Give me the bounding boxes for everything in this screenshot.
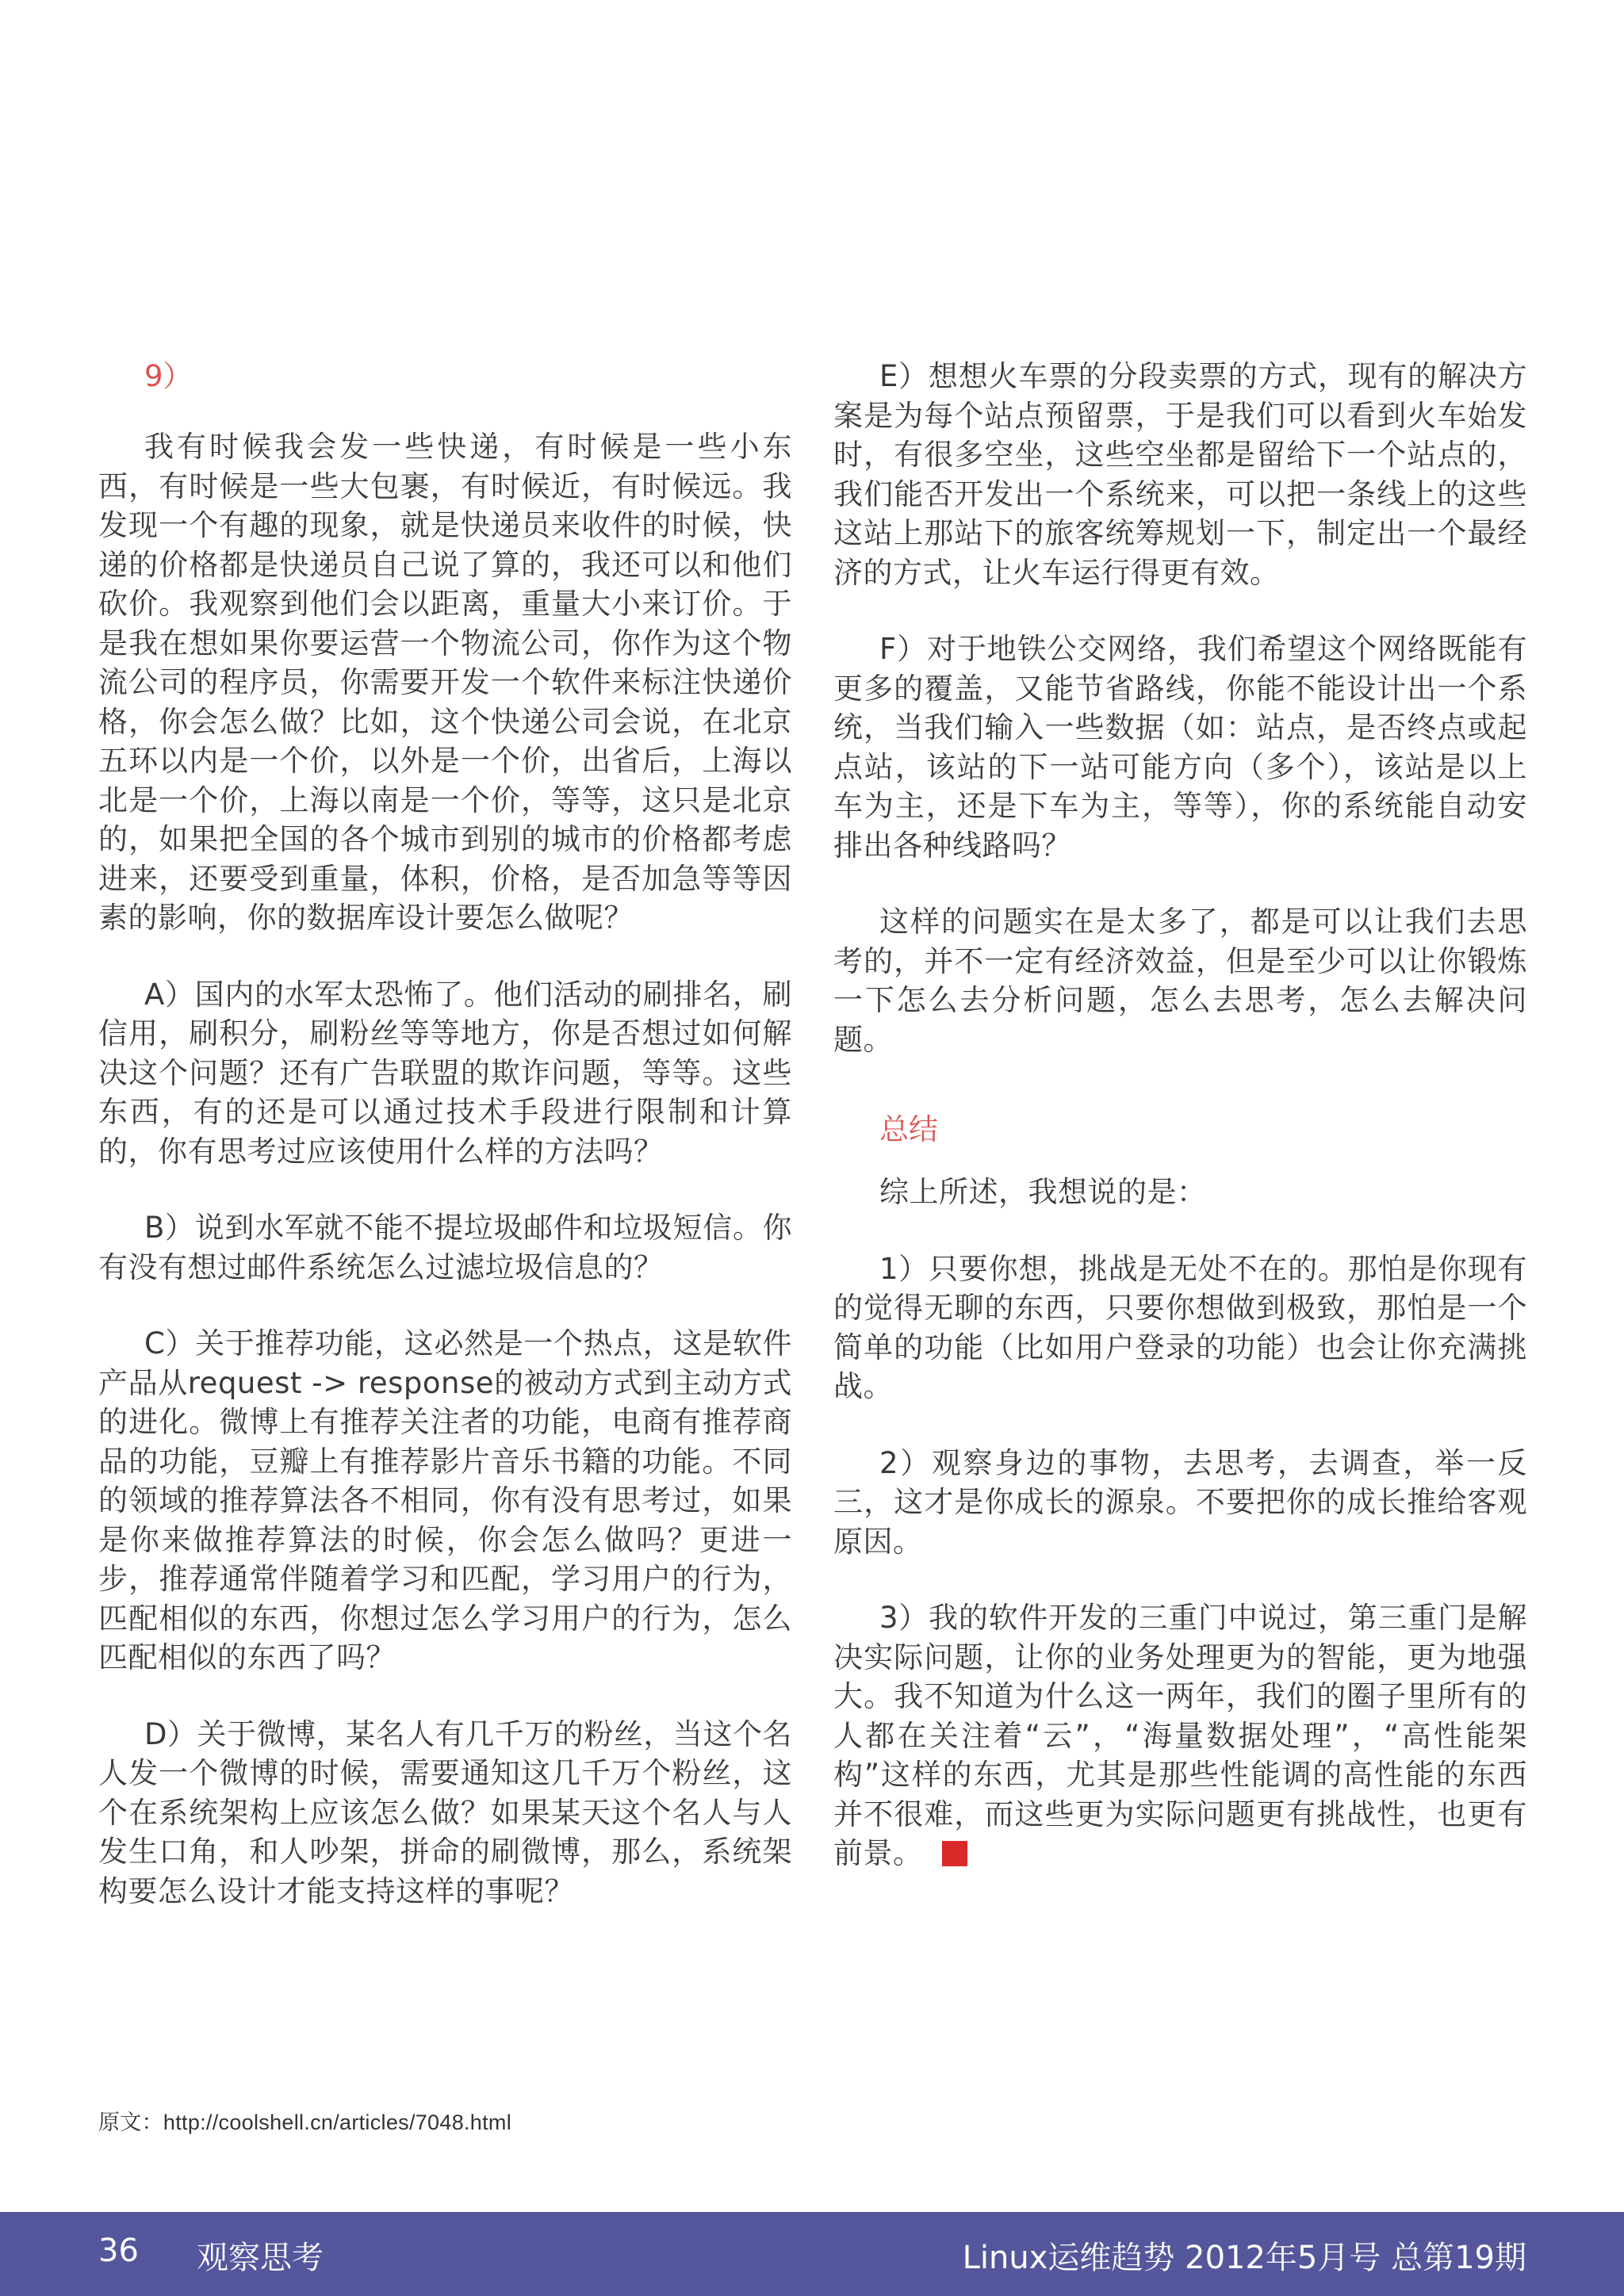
footer-section: 观察思考 <box>197 2240 324 2276</box>
section-number: 9） <box>144 359 193 393</box>
paragraph-summary-2: 2）观察身边的事物，去思考，去调查，举一反三，这才是你成长的源泉。不要把你的成长推给客观原因。 <box>833 1445 1527 1559</box>
paragraph-summary-intro: 综上所述，我想说的是： <box>879 1175 1207 1209</box>
left-column <box>98 357 792 1948</box>
paragraph-summary-1: 1）只要你想，挑战是无处不在的。那怕是你现有的觉得无聊的东西，只要你想做到极致，那怕是一个简单的功能（比如用户登录的功能）也会让你充满挑战。 <box>833 1251 1527 1403</box>
summary-heading: 总结 <box>879 1112 938 1146</box>
page-footer <box>0 2212 1624 2296</box>
page-number: 36 <box>98 2233 139 2269</box>
paragraph-b-spam: B）说到水军就不能不提垃圾邮件和垃圾短信。你有没有想过邮件系统怎么过滤垃圾信息的？ <box>98 1211 792 1284</box>
paragraph-c-recommendation: C）关于推荐功能，这必然是一个热点，这是软件产品从request -> response的被动方式到主动方式的进化。微博上有推荐关注者的功能，电商有推荐商品的功能，豆瓣上有推荐影片音乐书籍的功能。不同的领域的推荐算法各不相同，你有没有思考过，如果是你来做推荐算法的时候，你会怎么做吗？更进一步，推荐通常伴随着学习和匹配，学习用户的行为，匹配相似的东西，你想过怎么学习用户的行为，怎么匹配相似的东西了吗？ <box>98 1326 792 1674</box>
paragraph-summary-3-text: 3）我的软件开发的三重门中说过，第三重门是解决实际问题，让你的业务处理更为的智能，更为地强大。我不知道为什么这一两年，我们的圈子里所有的人都在关注着“云”，“海量数据处理”，“高性能架构”这样的东西，尤其是那些性能调的高性能的东西并不很难，而这些更为实际问题更有挑战性，也更有前景。 <box>833 1601 1527 1870</box>
paragraph-d-weibo: D）关于微博，某名人有几千万的粉丝，当这个名人发一个微博的时候，需要通知这几千万个粉丝，这个在系统架构上应该怎么做？如果某天这个名人与人发生口角，和人吵架，拼命的刷微博，那么，系统架构要怎么设计才能支持这样的事呢？ <box>98 1716 792 1908</box>
paragraph-f-subway: F）对于地铁公交网络，我们希望这个网络既能有更多的覆盖，又能节省路线，你能不能设计出一个系统，当我们输入一些数据（如：站点，是否终点或起点站，该站的下一站可能方向（多个），该站是以上车为主，还是下车为主，等等），你的系统能自动安排出各种线路吗？ <box>833 632 1527 863</box>
paragraph-express-delivery: 我有时候我会发一些快递，有时候是一些小东西，有时候是一些大包裹，有时候近，有时候远。我发现一个有趣的现象，就是快递员来收件的时候，快递的价格都是快递员自己说了算的，我还可以和他们砍价。我观察到他们会以距离，重量大小来订价。于是我在想如果你要运营一个物流公司，你作为这个物流公司的程序员，你需要开发一个软件来标注快递价格，你会怎么做？比如，这个快递公司会说，在北京五环以内是一个价，以外是一个价，出省后，上海以北是一个价，上海以南是一个价，等等，这只是北京的，如果把全国的各个城市到别的城市的价格都考虑进来，还要受到重量，体积，价格，是否加急等等因素的影响，你的数据库设计要怎么做呢？ <box>98 430 792 935</box>
paragraph-a-water-army: A）国内的水军太恐怖了。他们活动的刷排名，刷信用，刷积分，刷粉丝等等地方，你是否想过如何解决这个问题？还有广告联盟的欺诈问题，等等。这些东西，有的还是可以通过技术手段进行限制和计算的，你有思考过应该使用什么样的方法吗？ <box>98 977 792 1169</box>
paragraph-summary-3 <box>833 1598 1527 1873</box>
paragraph-many-problems: 这样的问题实在是太多了，都是可以让我们去思考的，并不一定有经济效益，但是至少可以让你锻炼一下怎么去分析问题，怎么去思考，怎么去解决问题。 <box>833 905 1527 1057</box>
paragraph-e-train-tickets: E）想想火车票的分段卖票的方式，现有的解决方案是为每个站点预留票，于是我们可以看到火车始发时，有很多空坐，这些空坐都是留给下一个站点的，我们能否开发出一个系统来，可以把一条线上的这些这站上那站下的旅客统筹规划一下，制定出一个最经济的方式，让火车运行得更有效。 <box>833 359 1527 590</box>
right-column <box>833 357 1527 1911</box>
magazine-title: Linux运维趋势 2012年5月号 总第19期 <box>962 2240 1526 2276</box>
end-mark-icon <box>942 1841 967 1866</box>
source-link: 原文：http://coolshell.cn/articles/7048.html <box>98 2110 512 2134</box>
